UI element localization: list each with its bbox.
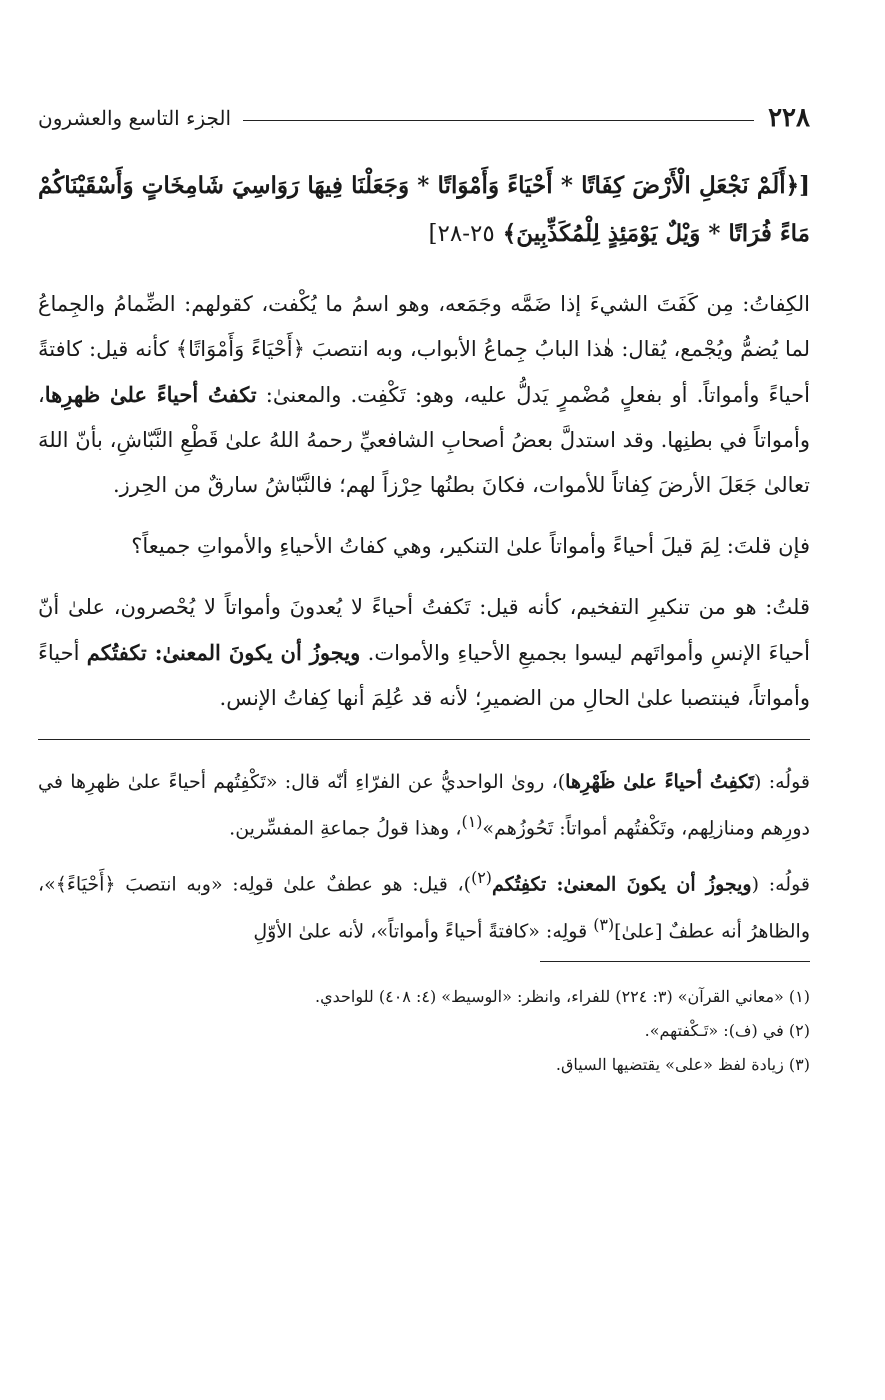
footnote-1: (١) «معاني القرآن» (٣: ٢٢٤) للفراء، وانظر: «الوسيط» (٤: ٤٠٨) للواحدي. — [315, 986, 810, 1006]
paragraph-text: الكِفاتُ: مِن كَفَتَ الشيءَ إذا ضَمَّه وجَمَعه، وهو اسمُ ما يُكْفت، كقولهم: الضِّمامُ والجِماعُ لما يُضمُّ ويُجْمع، يُقال: هٰذا البابُ جِماعُ الأبواب، وبه انتصبَ ﴿أَحْيَاءً وَأَمْوَاتًا﴾ كأنه قيل: كافتةً أحياءً وأمواتاً. أو بفعلٍ مُضْمرٍ يَدلُّ عليه، وهو: تَكْفِت. والمعنىٰ: — [38, 292, 810, 407]
paragraph-text: فإن قلتَ: لِمَ قيلَ أحياءً وأمواتاً علىٰ التنكير، وهي كفاتُ الأحياءِ والأمواتِ جميعاً؟ — [131, 534, 810, 558]
footnote-ref[interactable]: (١) — [461, 812, 483, 831]
page-header — [38, 96, 810, 140]
bold-phrase: ويجوزُ أن يكونَ المعنىٰ: تكفِتُكم — [491, 873, 752, 896]
verse-reference: ٢٥-٢٨] — [428, 221, 495, 247]
footnote-divider — [540, 961, 810, 962]
paragraph-text: قلتُ: هو من تنكيرِ التفخيم، كأنه قيل: تَكفتُ أحياءً لا يُعدونَ وأمواتاً لا يُحْصرون، علىٰ أنّ أحياءَ الإنسِ وأمواتَهم ليسوا بجميعِ الأحياءِ والأموات. — [38, 595, 810, 665]
commentary-text: ، وهذا قولُ جماعةِ المفسِّرين. — [229, 817, 462, 840]
commentary-paragraph-2 — [38, 858, 810, 951]
tafsir-paragraph-2 — [38, 524, 810, 569]
commentary-text: )، قيل: هو عطفٌ علىٰ قولِه: «وبه انتصبَ ﴿أَحْيَاءً﴾»، والظاهرُ أنه عطفٌ [علىٰ] — [38, 873, 810, 942]
paragraph-text: أحياءً وأمواتاً، فينتصبا علىٰ الحالِ من الضميرِ؛ لأنه قد عُلِمَ أنها كِفاتُ الإنس. — [38, 641, 810, 710]
book-page — [38, 96, 810, 1082]
commentary-text: قولُه: ( — [751, 873, 810, 896]
footnote-ref[interactable]: (٢) — [471, 868, 492, 888]
verse-text: [﴿أَلَمْ نَجْعَلِ الْأَرْضَ كِفَاتًا * أَحْيَاءً وَأَمْوَاتًا * وَجَعَلْنَا فِيهَا رَوَاسِيَ شَامِخَاتٍ وَأَسْقَيْنَاكُمْ مَاءً فُرَاتًا * وَيْلٌ يَوْمَئِذٍ لِلْمُكَذِّبِينَ﴾ — [38, 172, 810, 247]
bold-phrase: تَكفِتُ أحياءً علىٰ ظَهْرِها — [565, 771, 754, 793]
bold-phrase: تكفتُ أحياءً علىٰ ظهرِها — [44, 382, 257, 407]
paragraph-text: ، وأمواتاً في بطنِها. وقد استدلَّ بعضُ أصحابِ الشافعيِّ رحمهُ اللهُ علىٰ قَطْعِ النَّبّاشِ، بأنّ اللهَ تعالىٰ جَعَلَ الأرضَ كِفاتاً للأموات، فكانَ بطنُها حِرْزاً لهم؛ فالنَّبّاشُ سارقٌ من الحِرز. — [38, 383, 810, 497]
commentary-text: قولُه: ( — [753, 771, 810, 793]
quran-verse-block — [38, 162, 810, 258]
header-rule — [243, 120, 754, 121]
footnote-3: (٣) زيادة لفظ «على» يقتضيها السياق. — [555, 1054, 810, 1074]
page-number: ٢٢٨ — [768, 103, 810, 133]
tafsir-paragraph-1 — [38, 282, 810, 508]
commentary-text: )، روىٰ الواحديُّ عن الفرّاءِ أنّه قال: «تَكْفِتُهم أحياءً علىٰ ظهرِها في دورِهم ومنازلِهم، وتَكْفتُهم أمواتاً: تَحُوزُهم» — [38, 771, 810, 840]
commentary-divider — [38, 739, 810, 740]
tafsir-paragraph-3 — [38, 585, 810, 721]
footnote-ref[interactable]: (٣) — [593, 914, 615, 934]
commentary-paragraph-1 — [38, 762, 810, 848]
bold-phrase: ويجوزُ أن يكونَ المعنىٰ: تكفتُكم — [86, 640, 361, 665]
footnote-2: (٢) في (ف): «تَـكْفتهم». — [644, 1020, 810, 1040]
commentary-text: قولِه: «كافتةً أحياءً وأمواتاً»، لأنه علىٰ الأوّلِ — [253, 919, 594, 942]
running-title: الجزء التاسع والعشرون — [38, 106, 232, 130]
